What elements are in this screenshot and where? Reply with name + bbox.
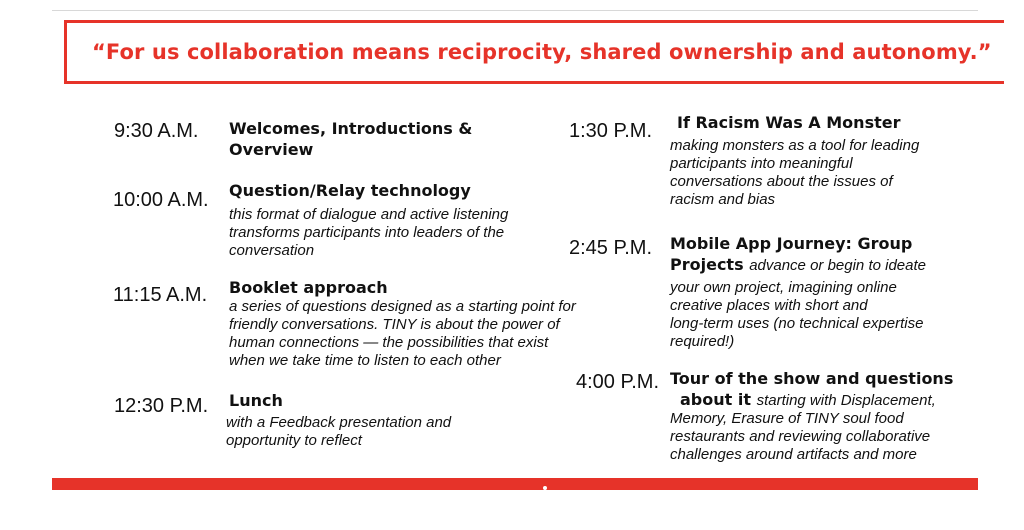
title-line: Welcomes, Introductions & (229, 119, 473, 138)
description-line: creative places with short and (670, 297, 868, 314)
session-title-booklet: Booklet approach (229, 278, 388, 297)
session-description-lunch (226, 414, 451, 450)
session-title-welcomes (229, 118, 472, 160)
time-12-30pm: 12:30 P.M. (114, 395, 209, 417)
title-line: Mobile App Journey: Group (670, 234, 913, 253)
description-line: conversation (229, 242, 315, 259)
title-line: Tour of the show and questions (670, 369, 954, 388)
inline-description: advance or begin to ideate (749, 257, 926, 274)
session-description-racism-monster (670, 137, 919, 209)
description-line: Memory, Erasure of TINY soul food (670, 410, 904, 427)
time-1-30pm: 1:30 P.M. (569, 120, 653, 142)
time-9-30am: 9:30 A.M. (114, 120, 199, 142)
session-title-lunch: Lunch (229, 391, 283, 410)
session-title-question-relay: Question/Relay technology (229, 181, 471, 200)
description-line: with a Feedback presentation and (226, 414, 452, 431)
session-description-tour (670, 410, 930, 464)
description-line: friendly conversations. TINY is about the power of (229, 316, 560, 333)
time-10-00am: 10:00 A.M. (113, 189, 209, 211)
description-line: long-term uses (no technical expertise (670, 315, 924, 332)
inline-description: starting with Displacement, (756, 392, 936, 409)
session-title-tour (670, 368, 953, 411)
time-2-45pm: 2:45 P.M. (569, 237, 653, 259)
description-line: restaurants and reviewing collaborative (670, 428, 931, 445)
title-continuation: about it (680, 390, 751, 409)
description-line: conversations about the issues of (670, 173, 893, 190)
footer-dot (543, 486, 547, 490)
description-line: your own project, imagining online (670, 279, 897, 296)
description-line: human connections — the possibilities that exist (229, 334, 549, 351)
description-line: making monsters as a tool for leading (670, 137, 920, 154)
description-line: this format of dialogue and active listening (229, 206, 509, 223)
session-description-question-relay (229, 206, 508, 260)
description-line: when we take time to listen to each other (229, 352, 501, 369)
session-title-mobile-app (670, 233, 926, 276)
description-line: required!) (670, 333, 735, 350)
title-continuation: Projects (670, 255, 744, 274)
session-title-racism-monster: If Racism Was A Monster (677, 113, 901, 132)
description-line: challenges around artifacts and more (670, 446, 917, 463)
description-line: participants into meaningful (670, 155, 853, 172)
title-line (670, 254, 926, 276)
time-11-15am: 11:15 A.M. (113, 284, 208, 306)
title-line (670, 389, 953, 411)
description-line: racism and bias (670, 191, 776, 208)
description-line: a series of questions designed as a starting point for (229, 298, 576, 315)
session-description-booklet (229, 298, 576, 370)
footer-bar (52, 478, 978, 490)
description-line: transforms participants into leaders of the (229, 224, 505, 241)
title-line: Overview (229, 140, 314, 159)
time-4-00pm: 4:00 P.M. (576, 371, 660, 393)
description-line: opportunity to reflect (226, 432, 362, 449)
session-description-mobile-app (670, 279, 923, 351)
quote-text: “For us collaboration means reciprocity, shared ownership and autonomy.” (92, 40, 992, 64)
